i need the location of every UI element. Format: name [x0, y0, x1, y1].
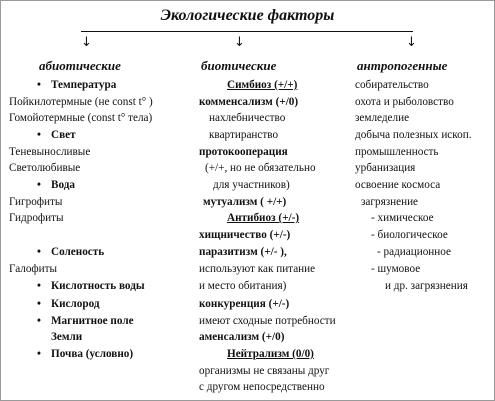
biotic-commensalism: комменсализм (+/0) — [199, 96, 299, 108]
anthro-mining: добыча полезных ископ. — [355, 129, 472, 141]
biotic-protocooperation: протокооперация — [199, 146, 288, 158]
abiotic-temperature: • Температура — [51, 79, 116, 92]
arrow-down-icon: ↓ — [234, 35, 245, 50]
anthro-hunting: охота и рыболовство — [355, 96, 454, 108]
anthro-urbanization: урбанизация — [355, 162, 416, 174]
biotic-mutualism: мутуализм ( +/+) — [203, 196, 287, 208]
anthro-farming: земледелие — [355, 112, 410, 124]
biotic-parasitism-note: используют как питание — [199, 263, 316, 275]
biotic-competition: конкуренция (+/-) — [199, 298, 290, 310]
abiotic-shade-tolerant: Теневыносливые — [9, 146, 91, 158]
biotic-predation: хищничество (+/-) — [199, 229, 291, 241]
anthro-space: освоение космоса — [355, 179, 441, 191]
anthro-chemical: - химическое — [371, 212, 434, 224]
abiotic-magnetic-field: • Магнитное поле — [51, 315, 134, 328]
arrow-down-icon: ↓ — [81, 35, 92, 50]
abiotic-hydrophytes: Гидрофиты — [9, 212, 64, 224]
column-header-anthropogenic: антропогенные — [357, 58, 448, 73]
biotic-neutralism: Нейтрализм (0/0) — [227, 348, 314, 360]
column-header-biotic: биотические — [201, 58, 277, 73]
biotic-protocooperation-note-2: для участников) — [213, 179, 290, 191]
abiotic-halophytes: Галофиты — [9, 263, 58, 275]
abiotic-water: • Вода — [51, 179, 75, 192]
arrow-down-icon: ↓ — [406, 35, 417, 50]
abiotic-oxygen: • Кислород — [51, 298, 100, 311]
biotic-freeloading: нахлебничество — [209, 112, 286, 124]
biotic-protocooperation-note: (+/+, но не обязательно — [205, 162, 316, 174]
anthro-gathering: собирательство — [355, 79, 429, 91]
biotic-parasitism-note-2: и место обитания) — [199, 280, 287, 292]
anthro-noise: - шумовое — [371, 263, 421, 275]
biotic-neutralism-note: организмы не связаны друг — [199, 365, 330, 377]
abiotic-hygrophytes: Гигрофиты — [9, 196, 63, 208]
abiotic-light: • Свет — [51, 129, 76, 142]
abiotic-acidity: • Кислотность воды — [51, 280, 145, 293]
biotic-parasitism: паразитизм (+/- ), — [199, 246, 287, 258]
abiotic-poikilothermic: Пойкилотермные (не const t° ) — [9, 96, 153, 108]
biotic-amensalism: аменсализм (+/0) — [199, 331, 285, 343]
abiotic-soil: • Почва (условно) — [51, 348, 133, 361]
biotic-symbiosis: Симбиоз (+/+) — [227, 79, 298, 91]
column-header-abiotic: абиотические — [39, 58, 121, 73]
abiotic-light-loving: Светолюбивые — [9, 162, 81, 174]
anthro-biological: - биологическое — [371, 229, 448, 241]
anthro-pollution: загрязнение — [361, 196, 419, 208]
biotic-competition-note: имеют сходные потребности — [199, 315, 336, 327]
biotic-antibiosis: Антибиоз (+/-) — [227, 212, 300, 224]
diagram-title: Экологические факторы — [160, 7, 335, 24]
connector-line — [81, 31, 413, 32]
biotic-tenancy: квартиранство — [209, 129, 279, 141]
anthro-radiation: - радиационное — [377, 246, 451, 258]
anthro-industry: промышленность — [355, 146, 439, 158]
abiotic-salinity: • Соленость — [51, 246, 104, 259]
abiotic-magnetic-field-earth: Земли — [51, 331, 83, 343]
biotic-neutralism-note-2: с другом непосредственно — [199, 381, 325, 393]
abiotic-homoiothermic: Гомойотермные (const t° тела) — [9, 112, 153, 124]
anthro-other: и др. загрязнения — [385, 280, 468, 292]
